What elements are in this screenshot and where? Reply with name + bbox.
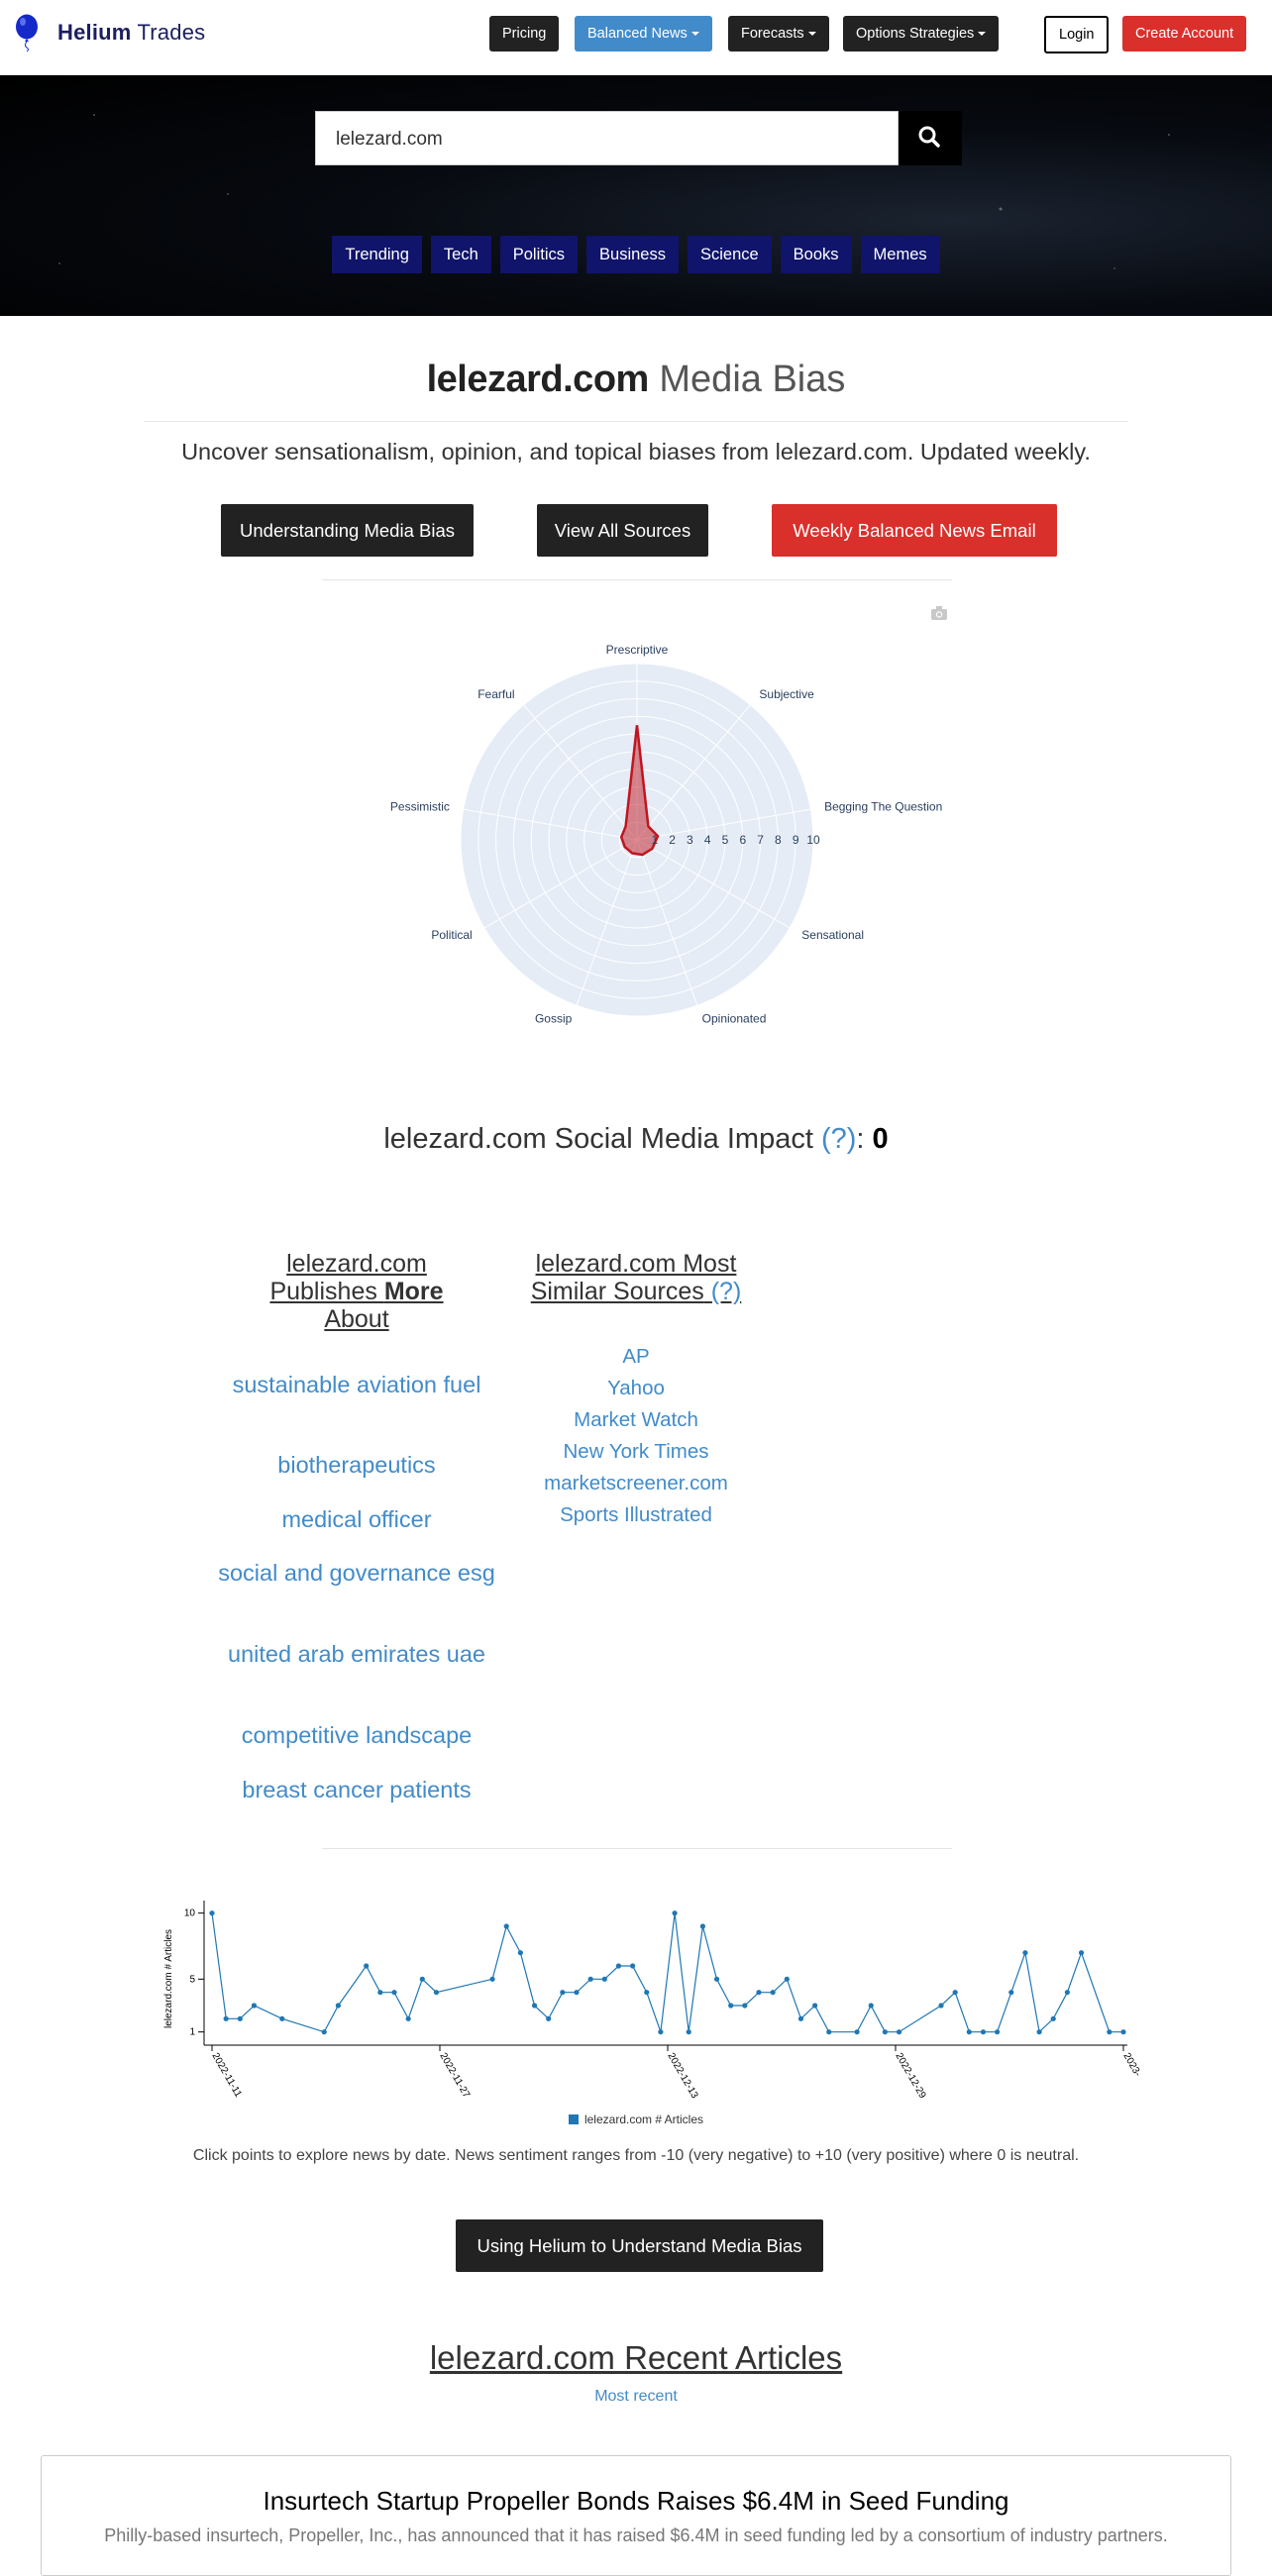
category-tab-tech[interactable]: Tech	[431, 236, 491, 273]
radar-tick-label: 4	[703, 833, 711, 847]
chart-data-point[interactable]	[588, 1977, 593, 1982]
similar-heading-line1: lelezard.com Most	[535, 1250, 737, 1278]
radar-tick-label: 6	[739, 833, 747, 847]
category-tab-science[interactable]: Science	[688, 236, 772, 273]
chart-data-point[interactable]	[616, 1963, 621, 1968]
impact-label: lelezard.com Social Media Impact	[383, 1123, 813, 1155]
topic-link[interactable]: competitive landscape	[241, 1722, 473, 1748]
chart-legend	[0, 2112, 1272, 2126]
chart-x-tick-label: 2022-11-11	[209, 2051, 244, 2100]
legend-label: lelezard.com # Articles	[583, 2112, 704, 2126]
chart-data-point[interactable]	[1036, 2029, 1041, 2034]
balloon-logo-icon	[14, 14, 40, 52]
impact-value: 0	[872, 1123, 889, 1155]
chart-series-line	[212, 1913, 1123, 2032]
forecasts-label: Forecasts	[741, 26, 804, 42]
pricing-label: Pricing	[502, 26, 547, 42]
similar-source-link[interactable]: New York Times	[563, 1440, 709, 1463]
brand-name-bold: Helium	[57, 20, 132, 45]
category-tab-politics[interactable]: Politics	[500, 236, 578, 273]
chart-data-point[interactable]	[798, 2016, 803, 2021]
understanding-media-bias-button[interactable]	[221, 504, 474, 557]
login-button[interactable]	[1044, 16, 1109, 53]
chart-data-point[interactable]	[938, 2003, 943, 2008]
balanced-news-label: Balanced News	[587, 26, 688, 42]
chart-data-point[interactable]	[391, 1990, 396, 1995]
radar-axis-label: Prescriptive	[605, 643, 669, 657]
chart-data-point[interactable]	[728, 2003, 733, 2008]
chart-data-point[interactable]	[756, 1990, 761, 1995]
chart-data-point[interactable]	[532, 2003, 537, 2008]
weekly-email-label: Weekly Balanced News Email	[793, 520, 1036, 541]
radar-tick-label: 3	[687, 833, 693, 847]
category-tab-books[interactable]: Books	[781, 236, 852, 273]
chart-data-point[interactable]	[420, 1977, 425, 1982]
chart-data-point[interactable]	[279, 2016, 284, 2021]
chart-data-point[interactable]	[700, 1923, 705, 1928]
camera-icon[interactable]	[931, 606, 947, 620]
chart-y-axis-label: lelezard.com # Articles	[163, 1928, 174, 2029]
radar-tick-label: 5	[721, 833, 729, 847]
chart-data-point[interactable]	[1120, 2029, 1125, 2034]
article-snippet: Philly-based insurtech, Propeller, Inc., has announced that it has raised $6.4M in seed funding led by a consortium of industry partners.	[104, 2525, 1168, 2545]
chart-data-point[interactable]	[1065, 1990, 1070, 1995]
page-title	[0, 359, 1272, 401]
divider	[322, 579, 952, 580]
page-title-suffix: Media Bias	[659, 359, 846, 400]
balanced-news-dropdown[interactable]	[575, 16, 712, 52]
topic-link[interactable]: sustainable aviation fuel	[232, 1372, 481, 1397]
category-tab-trending[interactable]: Trending	[332, 236, 422, 273]
chart-data-point[interactable]	[995, 2029, 1000, 2034]
page-subtitle: Uncover sensationalism, opinion, and topical biases from lelezard.com. Updated weekly.	[181, 439, 1091, 464]
chart-data-point[interactable]	[785, 1977, 790, 1982]
caret-down-icon	[808, 32, 816, 36]
chart-y-tick-label: 5	[189, 1974, 195, 1986]
chart-data-point[interactable]	[322, 2029, 327, 2034]
search-input[interactable]	[315, 111, 899, 165]
radar-axis-label: Fearful	[477, 686, 515, 701]
radar-axis-label: Begging The Question	[824, 799, 943, 814]
chart-data-point[interactable]	[574, 1990, 579, 1995]
chart-y-tick-label: 10	[183, 1907, 195, 1919]
radar-axis-label: Pessimistic	[389, 799, 450, 814]
chart-data-point[interactable]	[1107, 2029, 1112, 2034]
publishes-more-heading	[218, 1250, 495, 1333]
chart-data-point[interactable]	[209, 1910, 214, 1915]
chart-data-point[interactable]	[953, 1990, 958, 1995]
radar-axis-label: Opinionated	[701, 1011, 767, 1026]
radar-tick-label: 9	[792, 833, 799, 847]
search-button[interactable]	[899, 111, 962, 165]
top-navbar	[0, 0, 1272, 75]
radar-tick-label: 7	[757, 833, 764, 847]
chart-data-point[interactable]	[1079, 1950, 1084, 1955]
forecasts-dropdown[interactable]	[728, 16, 829, 52]
chart-data-point[interactable]	[252, 2003, 257, 2008]
social-media-impact	[0, 1123, 1272, 1156]
chart-data-point[interactable]	[546, 2016, 551, 2021]
hero-banner	[0, 75, 1272, 316]
radar-axis-label: Subjective	[759, 686, 814, 701]
publishes-heading-line2-bold: More	[383, 1278, 444, 1305]
chart-x-tick-label: 2022-11-27	[437, 2051, 473, 2101]
bias-radar-chart[interactable]	[297, 594, 971, 1040]
chart-x-tick-label: 2023-	[1120, 2051, 1143, 2079]
login-label: Login	[1059, 27, 1095, 43]
brand-name-rest: Trades	[131, 20, 206, 45]
caret-down-icon	[978, 32, 986, 36]
using-helium-label: Using Helium to Understand Media Bias	[477, 2235, 802, 2256]
chart-data-point[interactable]	[336, 2003, 341, 2008]
chart-data-point[interactable]	[672, 1910, 677, 1915]
page-title-source: lelezard.com	[426, 359, 649, 400]
chart-note: Click points to explore news by date. News sentiment ranges from -10 (very negative) to +10 (very positive) where 0 is neutral.	[192, 2147, 1080, 2164]
recent-articles-heading: lelezard.com Recent Articles	[429, 2339, 843, 2376]
topic-link[interactable]: biotherapeutics	[277, 1452, 436, 1478]
chart-data-point[interactable]	[658, 2029, 663, 2034]
chart-data-point[interactable]	[687, 2029, 691, 2034]
similar-source-link[interactable]: Yahoo	[607, 1377, 665, 1399]
chart-data-point[interactable]	[602, 1977, 607, 1982]
similar-source-link[interactable]: Market Watch	[574, 1408, 698, 1431]
impact-help-link[interactable]: (?)	[820, 1123, 857, 1155]
divider	[322, 1848, 952, 1849]
category-tab-business[interactable]: Business	[586, 236, 679, 273]
chart-data-point[interactable]	[1008, 1990, 1013, 1995]
chart-data-point[interactable]	[364, 1963, 369, 1968]
impact-colon: :	[856, 1123, 865, 1155]
brand-link[interactable]	[14, 14, 205, 52]
chart-data-point[interactable]	[489, 1977, 494, 1982]
chart-data-point[interactable]	[644, 1990, 649, 1995]
topic-link[interactable]: medical officer	[281, 1506, 432, 1532]
brand-name	[57, 20, 205, 46]
radar-axis-label: Sensational	[801, 928, 864, 942]
publishes-heading-line2-pre: Publishes	[269, 1278, 384, 1305]
article-card[interactable]	[41, 2455, 1231, 2576]
create-account-label: Create Account	[1135, 26, 1234, 42]
similar-source-link[interactable]: Sports Illustrated	[560, 1503, 712, 1526]
topic-link[interactable]: united arab emirates uae	[228, 1641, 485, 1667]
view-all-sources-label: View All Sources	[554, 520, 691, 541]
options-strategies-label: Options Strategies	[856, 26, 975, 42]
similar-source-link[interactable]: marketscreener.com	[544, 1472, 728, 1494]
articles-line-chart[interactable]	[159, 1897, 1143, 2134]
chart-data-point[interactable]	[224, 2016, 229, 2021]
article-title[interactable]: Insurtech Startup Propeller Bonds Raises $6.4M in Seed Funding	[263, 2486, 1009, 2516]
publishes-heading-line1: lelezard.com	[286, 1250, 427, 1278]
chart-data-point[interactable]	[812, 2003, 817, 2008]
chart-data-point[interactable]	[560, 1990, 565, 1995]
chart-x-tick-label: 2022-12-13	[665, 2051, 700, 2101]
radar-tick-label: 2	[669, 833, 676, 847]
using-helium-button[interactable]	[456, 2219, 823, 2272]
chart-x-tick-label: 2022-12-29	[893, 2051, 928, 2101]
chart-data-point[interactable]	[630, 1963, 635, 1968]
radar-axis-label: Political	[431, 928, 473, 942]
search-input-value: lelezard.com	[336, 129, 443, 150]
chart-data-point[interactable]	[504, 1923, 509, 1928]
chart-data-point[interactable]	[771, 1990, 776, 1995]
chart-data-point[interactable]	[238, 2016, 243, 2021]
chart-data-point[interactable]	[883, 2029, 888, 2034]
similar-help-link[interactable]: (?)	[710, 1278, 742, 1305]
similar-source-link[interactable]: AP	[622, 1345, 650, 1368]
chart-data-point[interactable]	[1051, 2016, 1056, 2021]
chart-y-tick-label: 1	[189, 2026, 195, 2038]
create-account-button[interactable]	[1122, 16, 1246, 52]
chart-data-point[interactable]	[714, 1977, 719, 1982]
category-tabs	[0, 236, 1272, 273]
view-all-sources-button[interactable]	[537, 504, 708, 557]
chart-data-point[interactable]	[897, 2029, 901, 2034]
chart-data-point[interactable]	[1022, 1950, 1027, 1955]
radar-axis-label: Gossip	[534, 1011, 573, 1026]
radar-tick-label: 10	[806, 833, 820, 847]
search-icon	[899, 111, 962, 165]
legend-swatch	[569, 2114, 579, 2124]
weekly-email-button[interactable]	[772, 504, 1057, 557]
chart-data-point[interactable]	[854, 2029, 859, 2034]
topic-link[interactable]: breast cancer patients	[242, 1777, 472, 1803]
radar-tick-label: 1	[651, 833, 659, 847]
chart-data-point[interactable]	[434, 1990, 439, 1995]
category-tab-memes[interactable]: Memes	[861, 236, 940, 273]
pricing-button[interactable]	[489, 16, 559, 52]
chart-data-point[interactable]	[981, 2029, 986, 2034]
options-strategies-dropdown[interactable]	[843, 16, 999, 52]
chart-axes	[184, 1901, 1143, 2101]
most-recent-link[interactable]: Most recent	[594, 2388, 678, 2405]
chart-data-point[interactable]	[518, 1950, 523, 1955]
similar-heading-line2-text: Similar Sources	[530, 1278, 704, 1305]
chart-data-point[interactable]	[869, 2003, 874, 2008]
chart-data-point[interactable]	[826, 2029, 831, 2034]
understanding-media-bias-label: Understanding Media Bias	[240, 520, 455, 541]
chart-data-point[interactable]	[967, 2029, 972, 2034]
topic-link[interactable]: social and governance esg	[218, 1560, 495, 1586]
similar-heading-line2	[495, 1278, 777, 1305]
radar-tick-label: 8	[775, 833, 782, 847]
caret-down-icon	[691, 32, 699, 36]
publishes-heading-line3: About	[324, 1305, 389, 1333]
divider	[144, 421, 1128, 422]
similar-sources-heading	[495, 1250, 777, 1305]
chart-data-point[interactable]	[377, 1990, 382, 1995]
chart-data-point[interactable]	[742, 2003, 747, 2008]
chart-data-point[interactable]	[406, 2016, 411, 2021]
publishes-heading-line2	[218, 1278, 495, 1305]
